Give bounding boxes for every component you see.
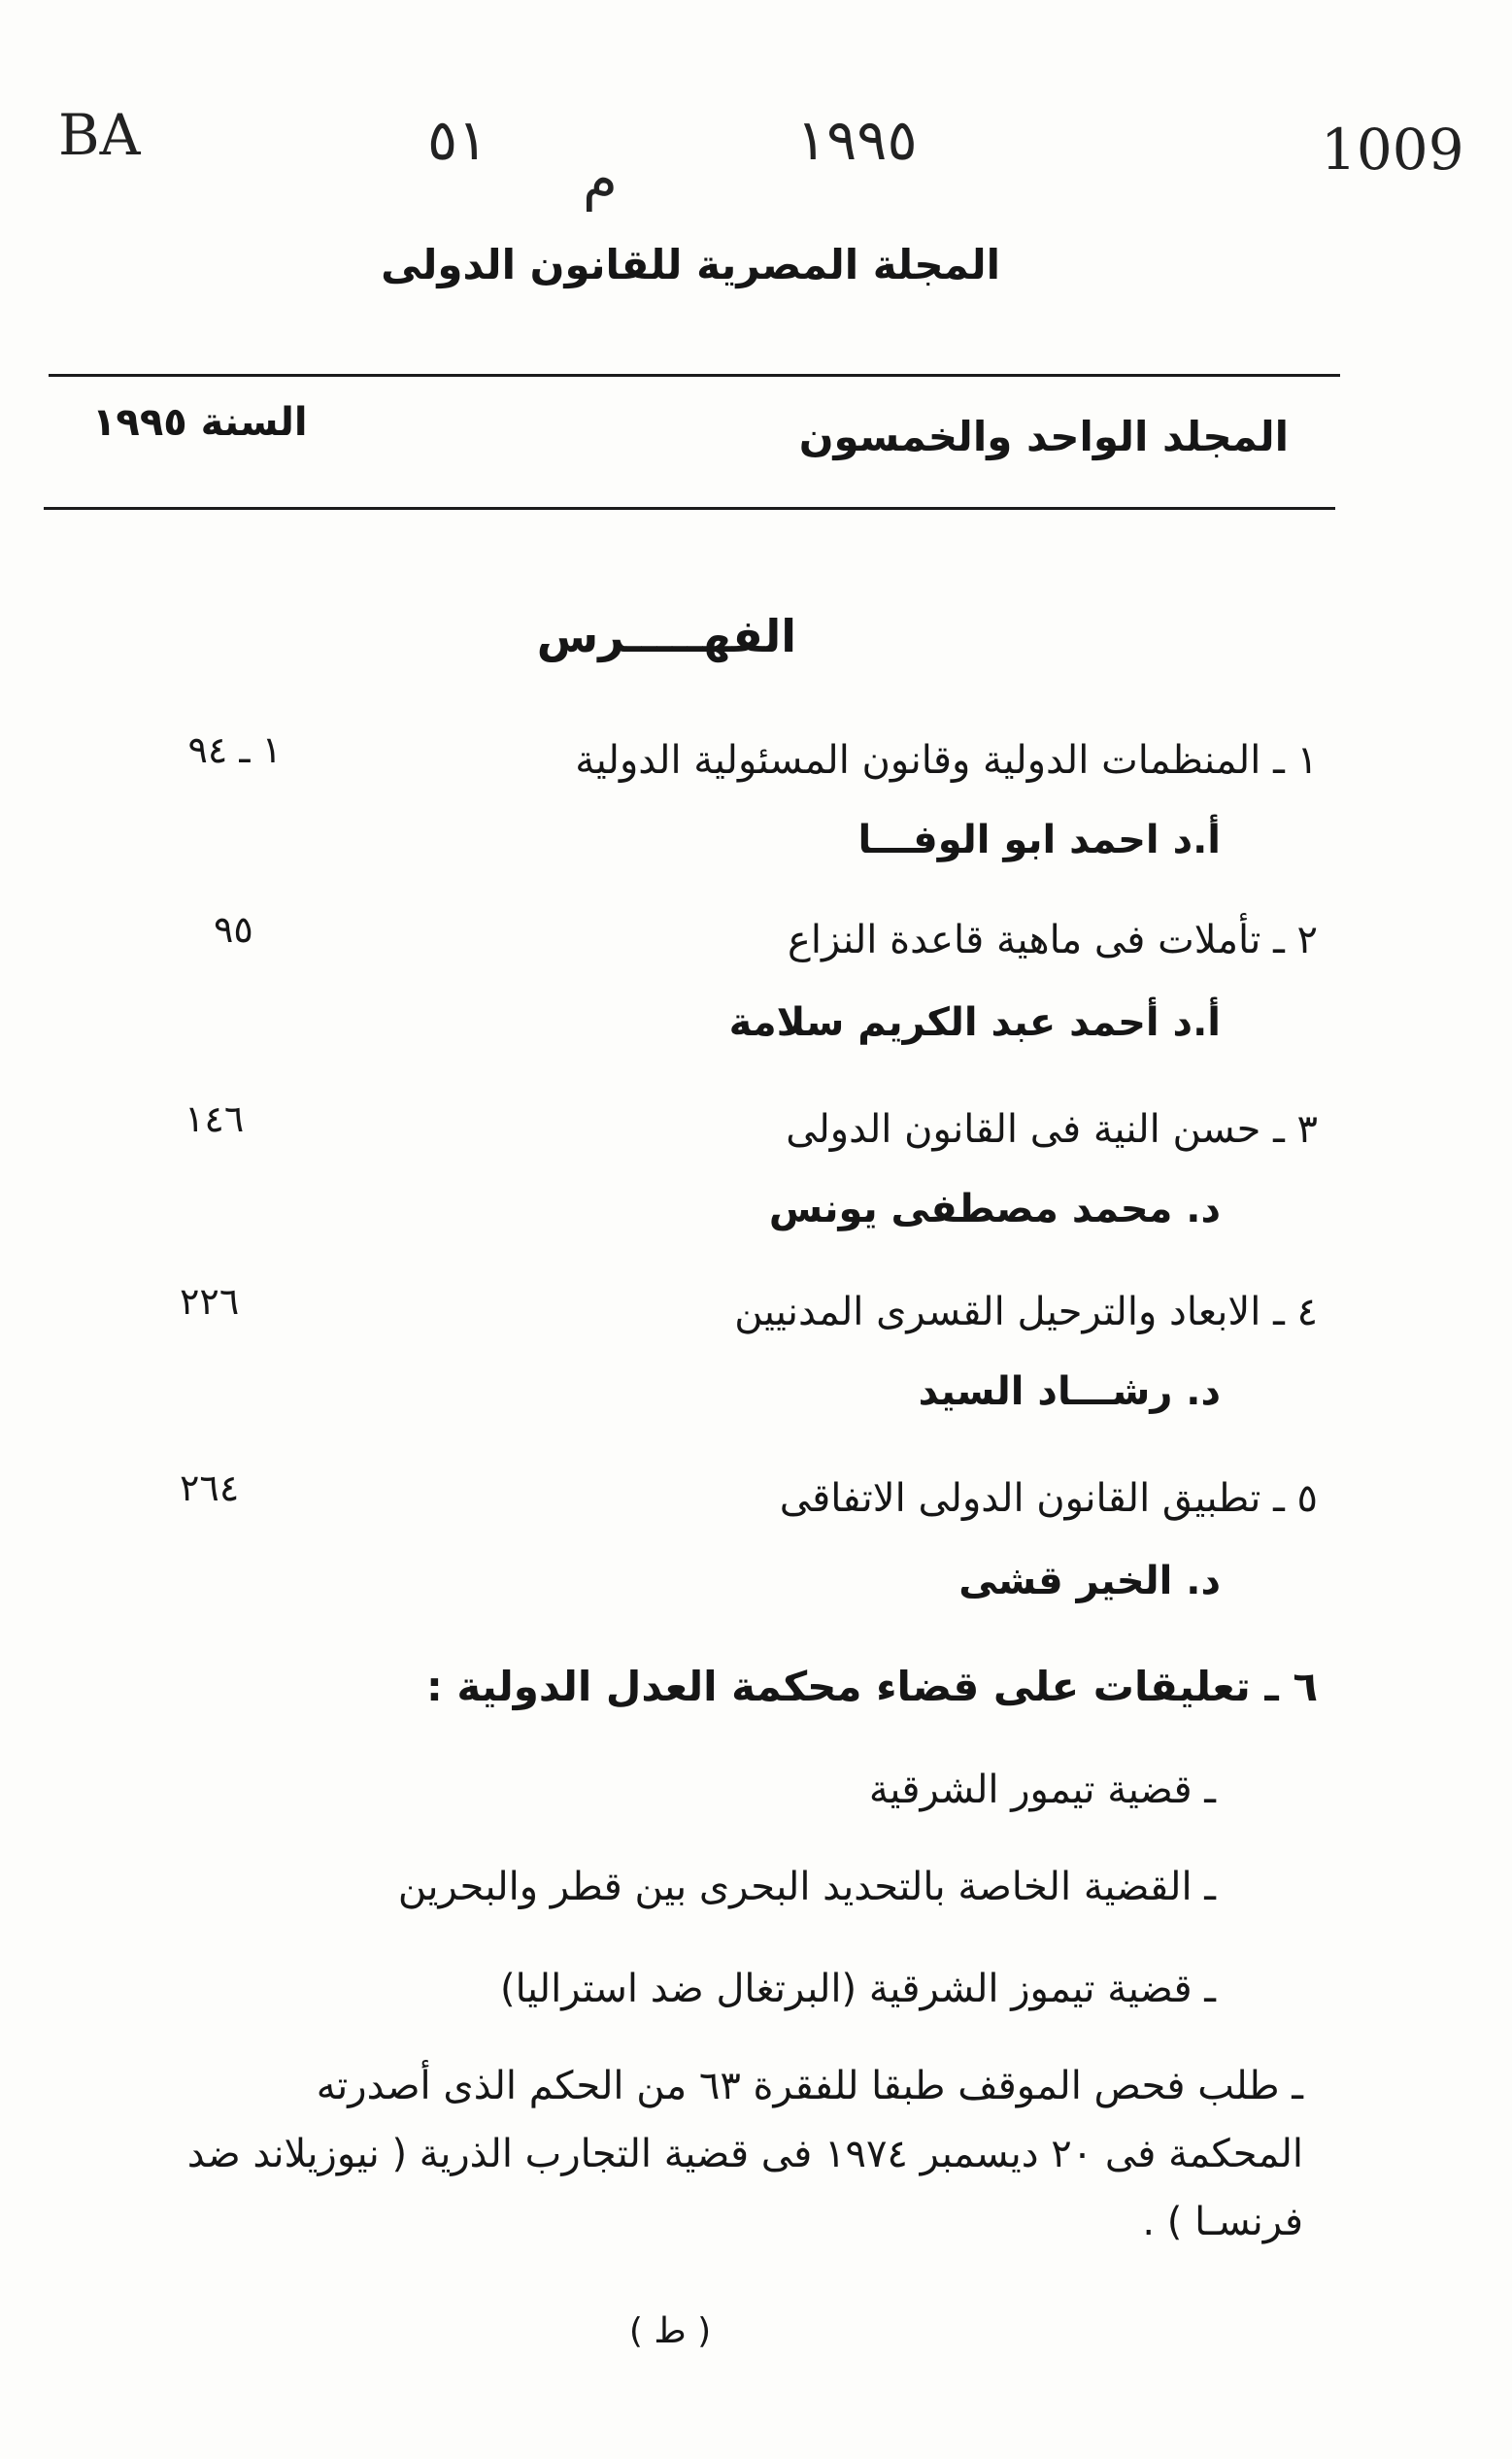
year-label: السنة ١٩٩٥ (92, 400, 308, 445)
entry-1-pages: ١ ـ ٩٤ (187, 728, 282, 771)
paragraph-line-3: فرنسـا ) . (1142, 2200, 1303, 2244)
entry-5-title: ٥ ـ تطبيق القانون الدولى الاتفاقى (779, 1476, 1318, 1521)
page-marker: ( ط ) (628, 2311, 712, 2351)
top-rule (49, 374, 1340, 377)
handwritten-year: ١٩٩٥ (796, 107, 918, 173)
entry-1-title: ١ ـ المنظمات الدولية وقانون المسئولية الدولية (575, 738, 1318, 783)
entry-4-pages: ٢٢٦ (180, 1280, 240, 1323)
paragraph-line-1: ـ طلب فحص الموقف طبقا للفقرة ٦٣ من الحكم الذى أصدرته (316, 2064, 1303, 2108)
handwritten-volume-mark: م (583, 146, 618, 212)
paragraph-line-2: المحكمة فى ٢٠ ديسمبر ١٩٧٤ فى قضية التجارب الذرية ( نيوزيلاند ضد (186, 2132, 1303, 2176)
index-title: الفهـــــرس (536, 610, 796, 662)
journal-title: المجلة المصرية للقانون الدولى (381, 241, 1000, 288)
section-6-item-1: ـ قضية تيمور الشرقية (868, 1768, 1216, 1812)
entry-1-author: أ.د احمد ابو الوفـــا (857, 818, 1221, 862)
handwritten-serial: 1009 (1321, 117, 1464, 183)
section-6-heading: ٦ ـ تعليقات على قضاء محكمة العدل الدولية : (425, 1663, 1318, 1710)
entry-5-author: د. الخير قشى (958, 1559, 1221, 1603)
entry-4-author: د. رشـــاد السيد (918, 1369, 1221, 1414)
handwritten-volume-number: ٥١ (427, 107, 488, 173)
entry-3-title: ٣ ـ حسن النية فى القانون الدولى (786, 1107, 1318, 1152)
bottom-rule (44, 507, 1335, 510)
handwritten-code: BA (58, 102, 141, 168)
section-6-item-3: ـ قضية تيموز الشرقية (البرتغال ضد استراليا) (500, 1967, 1216, 2011)
entry-2-author: أ.د أحمد عبد الكريم سلامة (728, 1000, 1221, 1045)
entry-4-title: ٤ ـ الابعاد والترحيل القسرى المدنيين (734, 1290, 1318, 1334)
volume-label: المجلد الواحد والخمسون (798, 413, 1289, 460)
entry-3-author: د. محمد مصطفى يونس (768, 1187, 1221, 1231)
entry-2-pages: ٩٥ (214, 908, 253, 951)
entry-3-pages: ١٤٦ (185, 1097, 245, 1140)
entry-5-pages: ٢٦٤ (180, 1466, 240, 1509)
section-6-item-2: ـ القضية الخاصة بالتحديد البحرى بين قطر والبحرين (397, 1865, 1216, 1909)
entry-2-title: ٢ ـ تأملات فى ماهية قاعدة النزاع (787, 918, 1318, 962)
